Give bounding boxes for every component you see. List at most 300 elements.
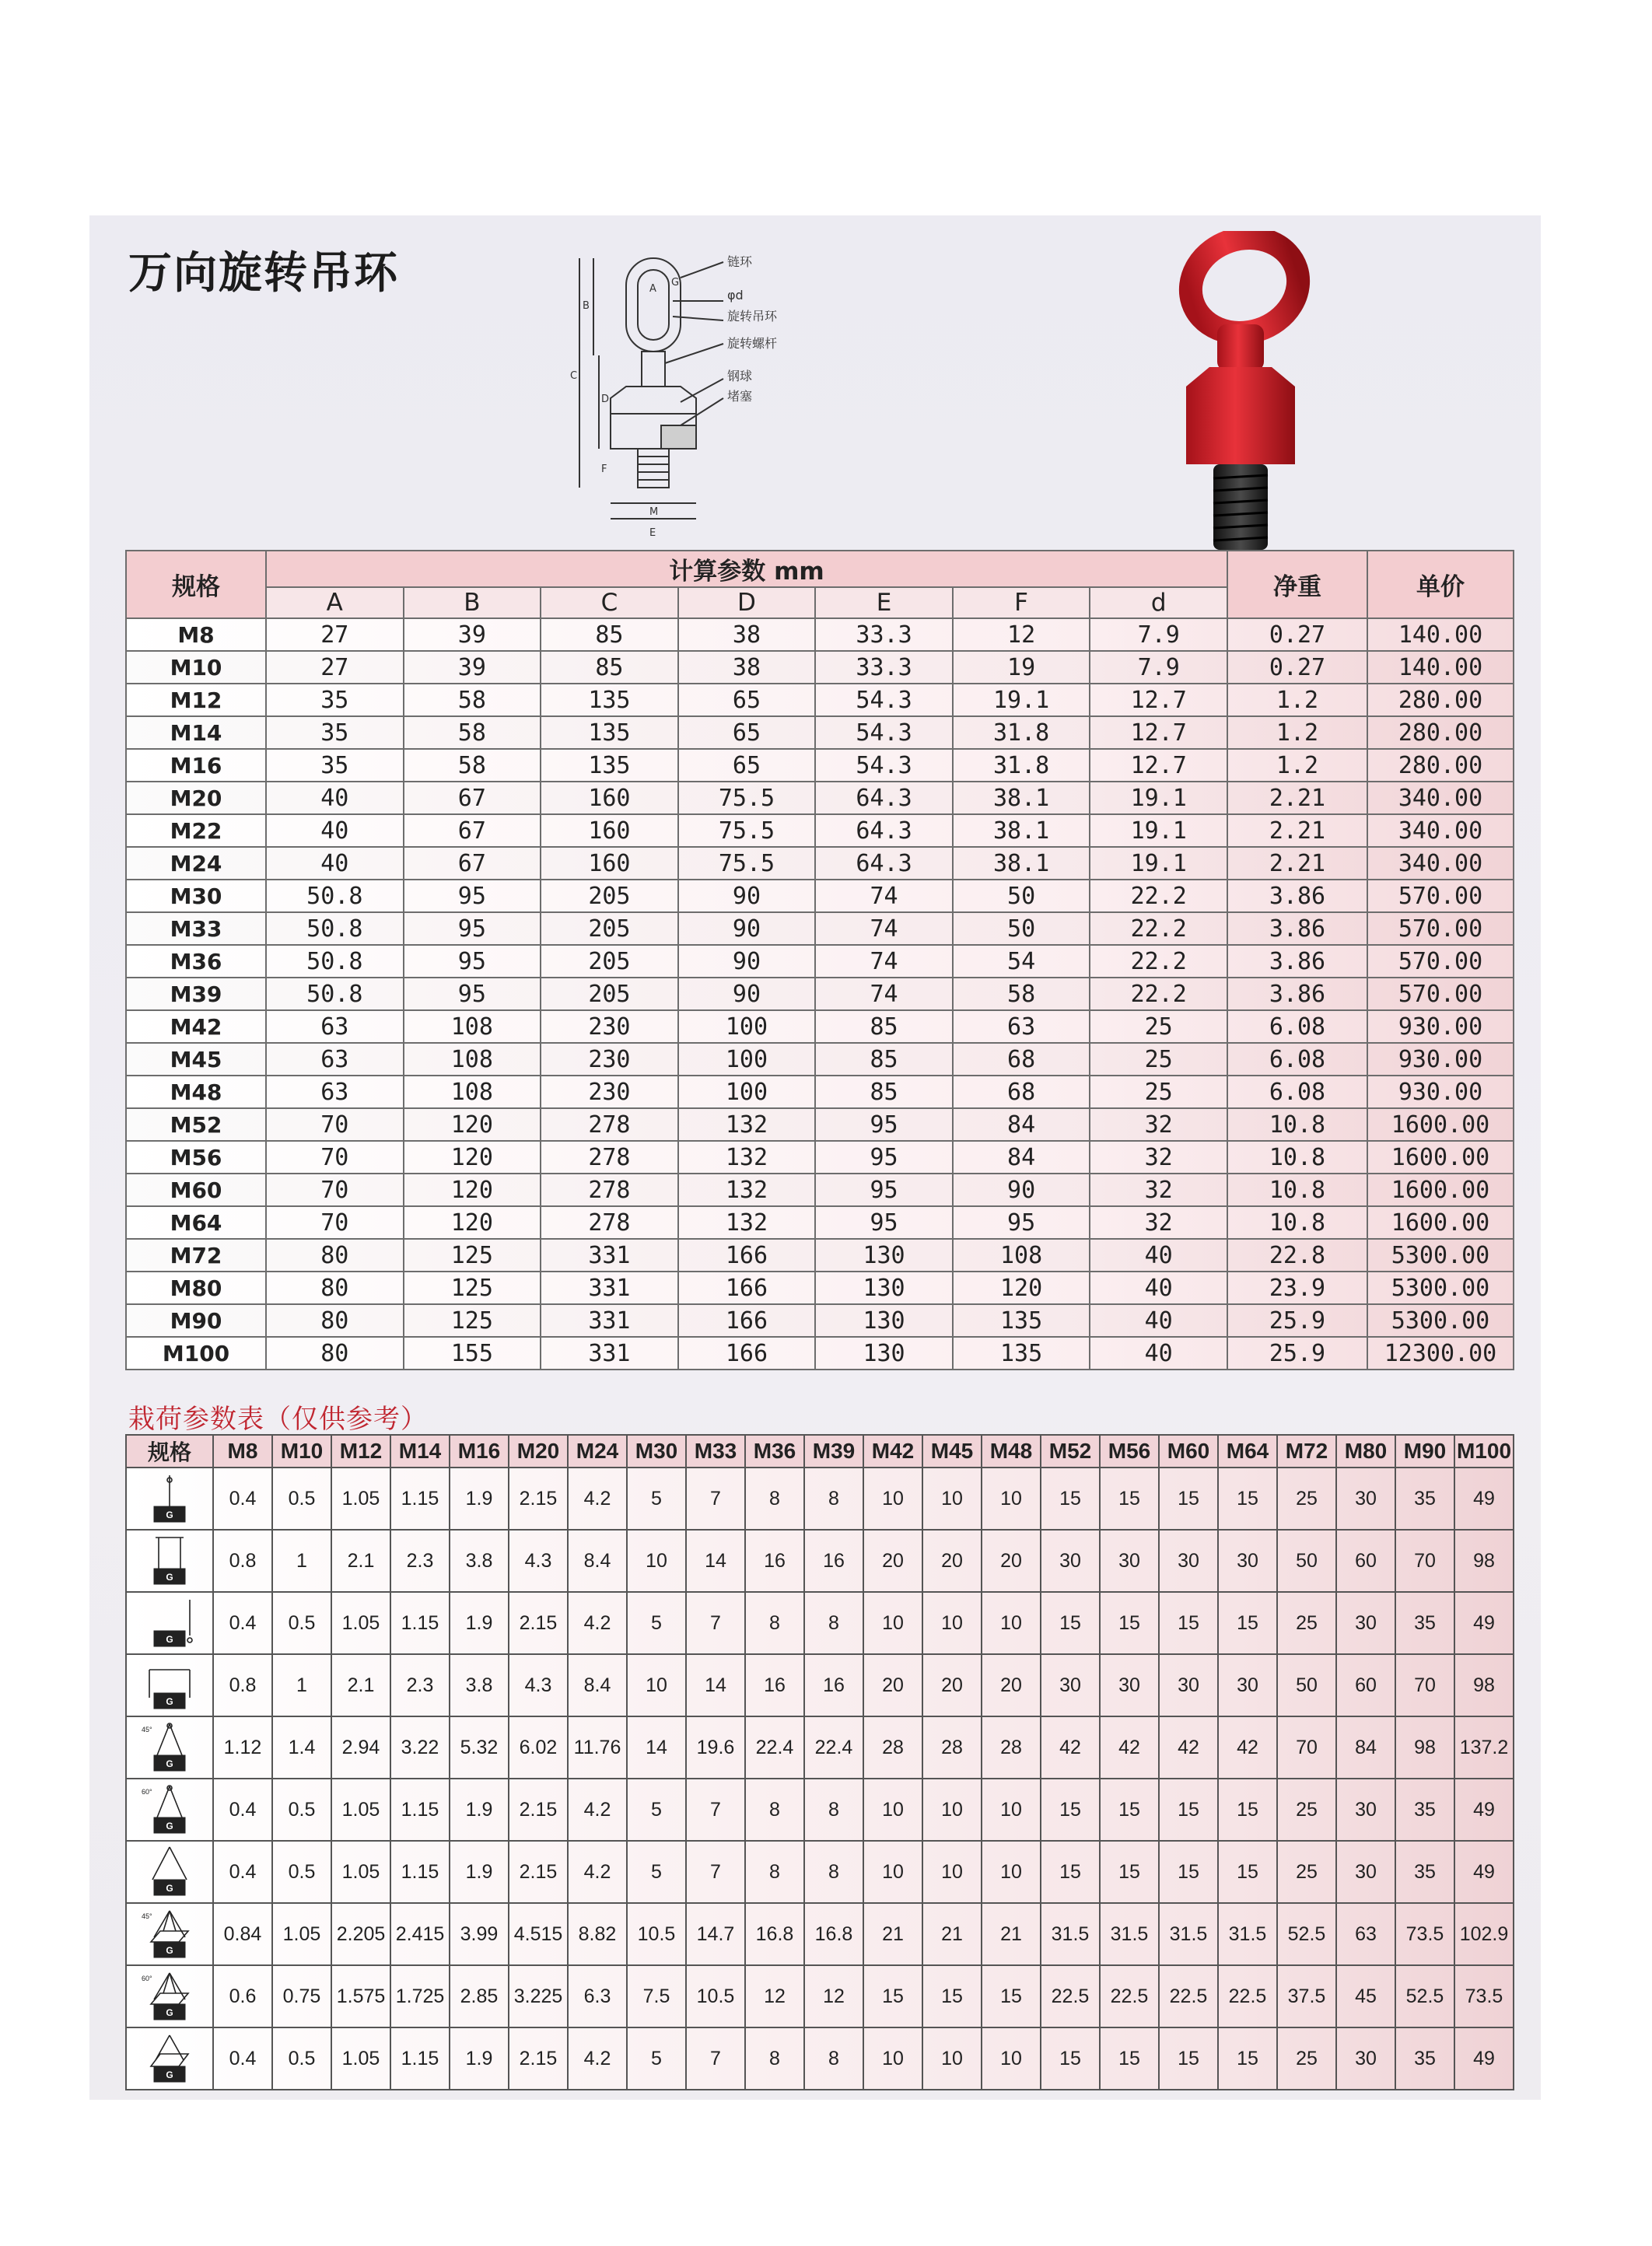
load-value-cell: 10 <box>863 2027 922 2090</box>
table-row <box>126 1654 1514 1716</box>
load-value-cell: 15 <box>1041 1779 1100 1841</box>
price-cell: 140.00 <box>1367 651 1514 684</box>
value-cell: 22.2 <box>1090 978 1227 1010</box>
load-value-cell: 1.4 <box>272 1716 331 1779</box>
value-cell: 22.2 <box>1090 912 1227 945</box>
weight-cell: 1.2 <box>1227 684 1367 716</box>
load-value-cell: 15 <box>1159 1779 1218 1841</box>
weight-cell: 10.8 <box>1227 1108 1367 1141</box>
value-cell: 108 <box>953 1239 1090 1272</box>
value-cell: 95 <box>404 880 541 912</box>
load-value-cell: 10.5 <box>686 1965 745 2027</box>
value-cell: 108 <box>404 1076 541 1108</box>
angle-label: 45° <box>142 1726 152 1733</box>
value-cell: 19.1 <box>1090 782 1227 814</box>
value-cell: 75.5 <box>678 847 816 880</box>
rigging-icon-cell <box>126 1468 213 1530</box>
load-value-cell: 10 <box>627 1530 686 1592</box>
value-cell: 108 <box>404 1010 541 1043</box>
load-value-cell: 10 <box>863 1468 922 1530</box>
value-cell: 40 <box>266 847 404 880</box>
value-cell: 63 <box>266 1043 404 1076</box>
size-header: M56 <box>1100 1435 1159 1468</box>
size-header: M10 <box>272 1435 331 1468</box>
value-cell: 54.3 <box>815 749 953 782</box>
column-header-c: C <box>541 587 678 618</box>
value-cell: 331 <box>541 1304 678 1337</box>
load-value-cell: 30 <box>1159 1654 1218 1716</box>
value-cell: 12.7 <box>1090 716 1227 749</box>
value-cell: 95 <box>815 1108 953 1141</box>
load-value-cell: 49 <box>1454 1779 1514 1841</box>
table-row <box>126 651 1514 684</box>
value-cell: 120 <box>404 1141 541 1174</box>
value-cell: 166 <box>678 1239 816 1272</box>
size-header: M14 <box>390 1435 450 1468</box>
load-value-cell: 15 <box>1159 1468 1218 1530</box>
load-value-cell: 15 <box>1041 1468 1100 1530</box>
load-value-cell: 30 <box>1100 1530 1159 1592</box>
load-value-cell: 0.4 <box>213 1592 272 1654</box>
value-cell: 135 <box>541 716 678 749</box>
size-header: M8 <box>213 1435 272 1468</box>
price-cell: 340.00 <box>1367 814 1514 847</box>
load-value-cell: 2.15 <box>509 1779 568 1841</box>
load-value-cell: 30 <box>1041 1530 1100 1592</box>
price-cell: 570.00 <box>1367 880 1514 912</box>
value-cell: 85 <box>815 1010 953 1043</box>
table-row <box>126 1530 1514 1592</box>
price-cell: 12300.00 <box>1367 1337 1514 1370</box>
value-cell: 32 <box>1090 1206 1227 1239</box>
load-value-cell: 15 <box>1159 1841 1218 1903</box>
table-row <box>126 1337 1514 1370</box>
load-value-cell: 49 <box>1454 1468 1514 1530</box>
load-tag: G <box>166 1758 173 1769</box>
value-cell: 50 <box>953 880 1090 912</box>
load-value-cell: 2.3 <box>390 1530 450 1592</box>
value-cell: 40 <box>1090 1239 1227 1272</box>
load-value-cell: 20 <box>863 1530 922 1592</box>
product-photo <box>1108 231 1365 558</box>
weight-cell: 23.9 <box>1227 1272 1367 1304</box>
value-cell: 155 <box>404 1337 541 1370</box>
table-row <box>126 978 1514 1010</box>
load-value-cell: 10 <box>922 1592 982 1654</box>
load-value-cell: 7.5 <box>627 1965 686 2027</box>
svg-text:C: C <box>570 370 578 382</box>
load-value-cell: 8.4 <box>568 1530 627 1592</box>
value-cell: 278 <box>541 1141 678 1174</box>
value-cell: 12.7 <box>1090 749 1227 782</box>
load-value-cell: 30 <box>1100 1654 1159 1716</box>
value-cell: 67 <box>404 814 541 847</box>
value-cell: 120 <box>404 1108 541 1141</box>
load-value-cell: 31.5 <box>1218 1903 1277 1965</box>
load-value-cell: 15 <box>982 1965 1041 2027</box>
load-value-cell: 49 <box>1454 1592 1514 1654</box>
load-value-cell: 42 <box>1041 1716 1100 1779</box>
value-cell: 90 <box>953 1174 1090 1206</box>
value-cell: 32 <box>1090 1108 1227 1141</box>
load-value-cell: 35 <box>1395 2027 1454 2090</box>
value-cell: 65 <box>678 716 816 749</box>
load-value-cell: 15 <box>1159 2027 1218 2090</box>
value-cell: 80 <box>266 1272 404 1304</box>
price-cell: 340.00 <box>1367 847 1514 880</box>
load-value-cell: 8 <box>745 1592 804 1654</box>
double-side-lift-icon <box>140 1659 199 1712</box>
spec-cell: M30 <box>126 880 266 912</box>
load-value-cell: 25 <box>1277 1592 1336 1654</box>
value-cell: 130 <box>815 1304 953 1337</box>
load-value-cell: 4.2 <box>568 2027 627 2090</box>
value-cell: 166 <box>678 1304 816 1337</box>
value-cell: 160 <box>541 814 678 847</box>
value-cell: 68 <box>953 1076 1090 1108</box>
value-cell: 108 <box>404 1043 541 1076</box>
weight-cell: 0.27 <box>1227 618 1367 651</box>
value-cell: 65 <box>678 749 816 782</box>
load-value-cell: 5 <box>627 1779 686 1841</box>
table-row <box>126 1304 1514 1337</box>
load-value-cell: 28 <box>982 1716 1041 1779</box>
load-value-cell: 2.3 <box>390 1654 450 1716</box>
value-cell: 84 <box>953 1141 1090 1174</box>
weight-cell: 3.86 <box>1227 978 1367 1010</box>
price-cell: 5300.00 <box>1367 1304 1514 1337</box>
load-value-cell: 70 <box>1395 1654 1454 1716</box>
value-cell: 85 <box>815 1043 953 1076</box>
load-value-cell: 1.05 <box>331 1841 390 1903</box>
price-cell: 280.00 <box>1367 716 1514 749</box>
load-tag: G <box>166 1634 173 1645</box>
column-header-f: F <box>953 587 1090 618</box>
value-cell: 95 <box>953 1206 1090 1239</box>
load-value-cell: 2.15 <box>509 2027 568 2090</box>
load-value-cell: 1.15 <box>390 1779 450 1841</box>
angle-label: 60° <box>142 1788 152 1796</box>
table-row <box>126 1272 1514 1304</box>
value-cell: 74 <box>815 945 953 978</box>
load-value-cell: 1.05 <box>331 1592 390 1654</box>
load-value-cell: 63 <box>1336 1903 1395 1965</box>
value-cell: 230 <box>541 1043 678 1076</box>
spec-cell: M52 <box>126 1108 266 1141</box>
load-value-cell: 84 <box>1336 1716 1395 1779</box>
load-tag: G <box>166 1821 173 1831</box>
load-value-cell: 10 <box>982 2027 1041 2090</box>
value-cell: 25 <box>1090 1010 1227 1043</box>
load-value-cell: 3.99 <box>450 1903 509 1965</box>
value-cell: 22.2 <box>1090 880 1227 912</box>
table-row <box>126 2027 1514 2090</box>
table-row <box>126 1174 1514 1206</box>
two-leg-45-degree-icon <box>140 1721 199 1774</box>
load-value-cell: 21 <box>863 1903 922 1965</box>
load-value-cell: 1.05 <box>331 2027 390 2090</box>
weight-cell: 2.21 <box>1227 814 1367 847</box>
load-value-cell: 30 <box>1336 1592 1395 1654</box>
value-cell: 64.3 <box>815 847 953 880</box>
spec-cell: M90 <box>126 1304 266 1337</box>
value-cell: 90 <box>678 978 816 1010</box>
value-cell: 205 <box>541 945 678 978</box>
spec-cell: M72 <box>126 1239 266 1272</box>
price-cell: 280.00 <box>1367 684 1514 716</box>
value-cell: 19.1 <box>1090 847 1227 880</box>
spec-cell: M14 <box>126 716 266 749</box>
size-header: M30 <box>627 1435 686 1468</box>
load-tag: G <box>166 1696 173 1707</box>
rigging-icon-cell <box>126 1530 213 1592</box>
load-value-cell: 21 <box>922 1903 982 1965</box>
value-cell: 22.2 <box>1090 945 1227 978</box>
price-cell: 570.00 <box>1367 978 1514 1010</box>
rigging-icon-cell <box>126 1903 213 1965</box>
column-header-a: A <box>266 587 404 618</box>
load-value-cell: 15 <box>1041 1841 1100 1903</box>
weight-cell: 2.21 <box>1227 782 1367 814</box>
value-cell: 70 <box>266 1108 404 1141</box>
label-swivel-ring: 旋转吊环 <box>727 309 778 324</box>
load-value-cell: 8 <box>804 1841 863 1903</box>
load-value-cell: 30 <box>1218 1654 1277 1716</box>
load-value-cell: 10 <box>922 2027 982 2090</box>
spec-cell: M8 <box>126 618 266 651</box>
value-cell: 65 <box>678 684 816 716</box>
load-value-cell: 3.8 <box>450 1654 509 1716</box>
column-header-d: d <box>1090 587 1227 618</box>
load-value-cell: 8 <box>804 1468 863 1530</box>
load-value-cell: 30 <box>1218 1530 1277 1592</box>
load-value-cell: 22.5 <box>1041 1965 1100 2027</box>
load-value-cell: 73.5 <box>1454 1965 1514 2027</box>
weight-cell: 0.27 <box>1227 651 1367 684</box>
value-cell: 40 <box>266 814 404 847</box>
value-cell: 120 <box>953 1272 1090 1304</box>
size-header: M100 <box>1454 1435 1514 1468</box>
load-value-cell: 5 <box>627 2027 686 2090</box>
spec-cell: M42 <box>126 1010 266 1043</box>
load-value-cell: 4.515 <box>509 1903 568 1965</box>
value-cell: 80 <box>266 1337 404 1370</box>
load-value-cell: 15 <box>1218 2027 1277 2090</box>
load-value-cell: 98 <box>1395 1716 1454 1779</box>
load-value-cell: 0.75 <box>272 1965 331 2027</box>
spec-cell: M64 <box>126 1206 266 1239</box>
value-cell: 132 <box>678 1108 816 1141</box>
load-value-cell: 5.32 <box>450 1716 509 1779</box>
load-value-cell: 8 <box>745 2027 804 2090</box>
load-corner-header: 规格 <box>126 1435 213 1468</box>
label-plug: 堵塞 <box>727 389 753 404</box>
load-value-cell: 1.15 <box>390 1841 450 1903</box>
page-title: 万向旋转吊环 <box>128 248 399 299</box>
load-value-cell: 30 <box>1336 1468 1395 1530</box>
load-value-cell: 16 <box>804 1530 863 1592</box>
load-value-cell: 0.5 <box>272 2027 331 2090</box>
load-value-cell: 0.8 <box>213 1654 272 1716</box>
value-cell: 80 <box>266 1304 404 1337</box>
load-value-cell: 8 <box>745 1841 804 1903</box>
load-value-cell: 3.8 <box>450 1530 509 1592</box>
load-value-cell: 10 <box>982 1468 1041 1530</box>
price-cell: 1600.00 <box>1367 1141 1514 1174</box>
value-cell: 35 <box>266 749 404 782</box>
load-value-cell: 22.5 <box>1159 1965 1218 2027</box>
load-value-cell: 31.5 <box>1100 1903 1159 1965</box>
load-value-cell: 20 <box>982 1654 1041 1716</box>
load-value-cell: 15 <box>1100 2027 1159 2090</box>
load-value-cell: 1.05 <box>272 1903 331 1965</box>
load-value-cell: 11.76 <box>568 1716 627 1779</box>
value-cell: 130 <box>815 1239 953 1272</box>
load-value-cell: 2.415 <box>390 1903 450 1965</box>
price-cell: 5300.00 <box>1367 1272 1514 1304</box>
double-vertical-lift-icon <box>140 1534 199 1587</box>
weight-cell: 25.9 <box>1227 1304 1367 1337</box>
value-cell: 63 <box>266 1076 404 1108</box>
value-cell: 58 <box>404 716 541 749</box>
price-cell: 140.00 <box>1367 618 1514 651</box>
table-row <box>126 684 1514 716</box>
size-header: M64 <box>1218 1435 1277 1468</box>
value-cell: 135 <box>953 1304 1090 1337</box>
load-value-cell: 42 <box>1159 1716 1218 1779</box>
load-value-cell: 0.8 <box>213 1530 272 1592</box>
value-cell: 54.3 <box>815 716 953 749</box>
load-value-cell: 4.2 <box>568 1779 627 1841</box>
table-row <box>126 1076 1514 1108</box>
value-cell: 130 <box>815 1272 953 1304</box>
svg-text:D: D <box>601 394 610 405</box>
load-value-cell: 12 <box>745 1965 804 2027</box>
load-value-cell: 16.8 <box>745 1903 804 1965</box>
load-value-cell: 4.3 <box>509 1654 568 1716</box>
value-cell: 27 <box>266 618 404 651</box>
load-value-cell: 1.15 <box>390 1468 450 1530</box>
table-row <box>126 880 1514 912</box>
value-cell: 120 <box>404 1174 541 1206</box>
label-steel-ball: 钢球 <box>727 369 753 383</box>
value-cell: 40 <box>1090 1272 1227 1304</box>
load-value-cell: 22.4 <box>804 1716 863 1779</box>
table-row <box>126 1592 1514 1654</box>
value-cell: 85 <box>815 1076 953 1108</box>
load-value-cell: 6.02 <box>509 1716 568 1779</box>
table-row <box>126 847 1514 880</box>
load-value-cell: 0.5 <box>272 1468 331 1530</box>
spec-cell: M56 <box>126 1141 266 1174</box>
load-value-cell: 12 <box>804 1965 863 2027</box>
label-chain-ring: 链环 <box>727 254 753 269</box>
weight-cell: 10.8 <box>1227 1206 1367 1239</box>
value-cell: 125 <box>404 1272 541 1304</box>
value-cell: 166 <box>678 1272 816 1304</box>
load-value-cell: 10 <box>982 1779 1041 1841</box>
load-value-cell: 8 <box>745 1468 804 1530</box>
spec-cell: M33 <box>126 912 266 945</box>
spec-cell: M48 <box>126 1076 266 1108</box>
spec-cell: M20 <box>126 782 266 814</box>
value-cell: 160 <box>541 847 678 880</box>
load-value-cell: 20 <box>982 1530 1041 1592</box>
load-value-cell: 16 <box>745 1530 804 1592</box>
value-cell: 19.1 <box>953 684 1090 716</box>
table-row <box>126 749 1514 782</box>
rigging-icon-cell <box>126 1965 213 2027</box>
spec-table <box>125 550 1514 1370</box>
label-phi-d: φd <box>727 288 744 303</box>
load-value-cell: 10 <box>982 1592 1041 1654</box>
value-cell: 12.7 <box>1090 684 1227 716</box>
value-cell: 39 <box>404 618 541 651</box>
value-cell: 50.8 <box>266 880 404 912</box>
table-row <box>126 1779 1514 1841</box>
load-value-cell: 5 <box>627 1841 686 1903</box>
load-value-cell: 28 <box>922 1716 982 1779</box>
value-cell: 125 <box>404 1304 541 1337</box>
load-value-cell: 70 <box>1277 1716 1336 1779</box>
svg-text:G: G <box>671 277 680 289</box>
value-cell: 38.1 <box>953 814 1090 847</box>
value-cell: 54 <box>953 945 1090 978</box>
load-value-cell: 15 <box>1218 1841 1277 1903</box>
value-cell: 74 <box>815 912 953 945</box>
load-value-cell: 1 <box>272 1654 331 1716</box>
rigging-icon-cell <box>126 1654 213 1716</box>
load-value-cell: 10 <box>863 1592 922 1654</box>
value-cell: 230 <box>541 1010 678 1043</box>
value-cell: 130 <box>815 1337 953 1370</box>
load-value-cell: 14.7 <box>686 1903 745 1965</box>
load-value-cell: 2.94 <box>331 1716 390 1779</box>
size-header: M33 <box>686 1435 745 1468</box>
value-cell: 63 <box>266 1010 404 1043</box>
table-row <box>126 1716 1514 1779</box>
price-cell: 5300.00 <box>1367 1239 1514 1272</box>
load-value-cell: 4.2 <box>568 1592 627 1654</box>
load-value-cell: 16 <box>804 1654 863 1716</box>
spec-cell: M45 <box>126 1043 266 1076</box>
value-cell: 38 <box>678 618 816 651</box>
value-cell: 132 <box>678 1141 816 1174</box>
value-cell: 25 <box>1090 1076 1227 1108</box>
load-value-cell: 0.4 <box>213 1468 272 1530</box>
spec-cell: M10 <box>126 651 266 684</box>
load-value-cell: 50 <box>1277 1530 1336 1592</box>
load-value-cell: 25 <box>1277 2027 1336 2090</box>
value-cell: 40 <box>1090 1304 1227 1337</box>
load-value-cell: 1.05 <box>331 1468 390 1530</box>
table-row <box>126 1841 1514 1903</box>
load-value-cell: 10.5 <box>627 1903 686 1965</box>
load-value-cell: 49 <box>1454 1841 1514 1903</box>
value-cell: 132 <box>678 1174 816 1206</box>
load-value-cell: 0.5 <box>272 1779 331 1841</box>
load-value-cell: 10 <box>982 1841 1041 1903</box>
load-value-cell: 4.2 <box>568 1468 627 1530</box>
load-value-cell: 45 <box>1336 1965 1395 2027</box>
value-cell: 205 <box>541 880 678 912</box>
rigging-icon-cell <box>126 1841 213 1903</box>
value-cell: 205 <box>541 912 678 945</box>
four-leg-45-degree-icon <box>140 1908 199 1961</box>
value-cell: 64.3 <box>815 782 953 814</box>
spec-cell: M22 <box>126 814 266 847</box>
load-value-cell: 7 <box>686 1592 745 1654</box>
